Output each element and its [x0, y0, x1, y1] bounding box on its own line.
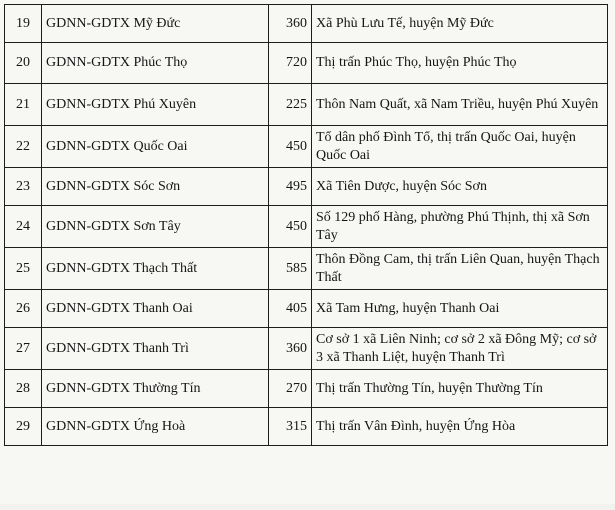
center-name: GDNN-GDTX Phúc Thọ [42, 43, 269, 84]
table-row [5, 370, 608, 408]
row-number: 29 [5, 408, 42, 446]
center-address: Cơ sở 1 xã Liên Ninh; cơ sở 2 xã Đông Mỹ; cơ sở 3 xã Thanh Liệt, huyện Thanh Trì [312, 328, 608, 370]
quota-value: 720 [269, 43, 312, 84]
center-address: Tổ dân phố Đình Tổ, thị trấn Quốc Oai, huyện Quốc Oai [312, 126, 608, 168]
quota-value: 225 [269, 84, 312, 126]
quota-value: 450 [269, 126, 312, 168]
quota-value: 450 [269, 206, 312, 248]
table-row [5, 290, 608, 328]
quota-value: 315 [269, 408, 312, 446]
row-number: 22 [5, 126, 42, 168]
center-address: Xã Phù Lưu Tế, huyện Mỹ Đức [312, 5, 608, 43]
row-number: 21 [5, 84, 42, 126]
table-row [5, 5, 608, 43]
center-address: Thị trấn Thường Tín, huyện Thường Tín [312, 370, 608, 408]
table-row [5, 328, 608, 370]
center-name: GDNN-GDTX Quốc Oai [42, 126, 269, 168]
center-address: Thị trấn Vân Đình, huyện Ứng Hòa [312, 408, 608, 446]
quota-value: 360 [269, 5, 312, 43]
quota-value: 405 [269, 290, 312, 328]
quota-value: 585 [269, 248, 312, 290]
row-number: 25 [5, 248, 42, 290]
center-address: Số 129 phố Hàng, phường Phú Thịnh, thị xã Sơn Tây [312, 206, 608, 248]
center-name: GDNN-GDTX Thanh Oai [42, 290, 269, 328]
quota-value: 495 [269, 168, 312, 206]
center-name: GDNN-GDTX Sơn Tây [42, 206, 269, 248]
row-number: 24 [5, 206, 42, 248]
center-address: Xã Tam Hưng, huyện Thanh Oai [312, 290, 608, 328]
center-name: GDNN-GDTX Ứng Hoà [42, 408, 269, 446]
table-row [5, 248, 608, 290]
center-name: GDNN-GDTX Thanh Trì [42, 328, 269, 370]
table-row [5, 206, 608, 248]
center-name: GDNN-GDTX Mỹ Đức [42, 5, 269, 43]
table-row [5, 168, 608, 206]
table-row [5, 126, 608, 168]
center-name: GDNN-GDTX Thường Tín [42, 370, 269, 408]
quota-value: 270 [269, 370, 312, 408]
row-number: 23 [5, 168, 42, 206]
center-name: GDNN-GDTX Phú Xuyên [42, 84, 269, 126]
center-name: GDNN-GDTX Sóc Sơn [42, 168, 269, 206]
page-bottom-edge [0, 504, 615, 510]
row-number: 28 [5, 370, 42, 408]
center-list-table [4, 4, 608, 446]
table-row [5, 84, 608, 126]
center-address: Thôn Đồng Cam, thị trấn Liên Quan, huyện Thạch Thất [312, 248, 608, 290]
center-address: Thị trấn Phúc Thọ, huyện Phúc Thọ [312, 43, 608, 84]
table-row [5, 43, 608, 84]
quota-value: 360 [269, 328, 312, 370]
table-row [5, 408, 608, 446]
center-address: Xã Tiên Dược, huyện Sóc Sơn [312, 168, 608, 206]
center-name: GDNN-GDTX Thạch Thất [42, 248, 269, 290]
row-number: 26 [5, 290, 42, 328]
center-address: Thôn Nam Quất, xã Nam Triều, huyện Phú Xuyên [312, 84, 608, 126]
row-number: 20 [5, 43, 42, 84]
row-number: 19 [5, 5, 42, 43]
row-number: 27 [5, 328, 42, 370]
